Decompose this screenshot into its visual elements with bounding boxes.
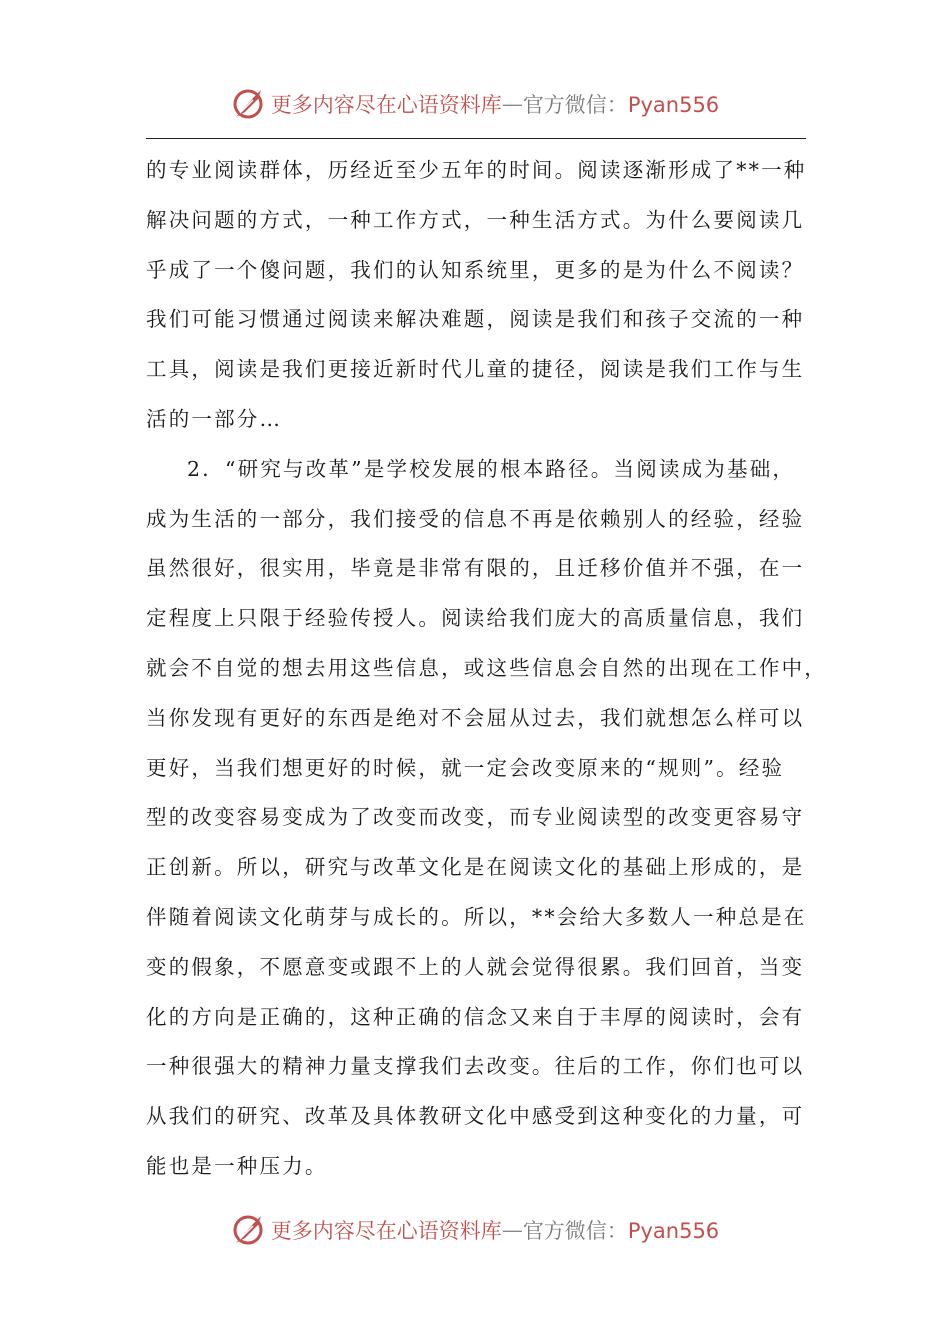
body-line: 能也是一种压力。	[146, 1153, 328, 1178]
header-banner	[0, 82, 950, 126]
body-line: 解决问题的方式，一种工作方式，一种生活方式。为什么要阅读几	[146, 207, 805, 232]
quill-pen-logo-icon	[231, 86, 267, 122]
body-line: 伴随着阅读文化萌芽与成长的。所以，**会给大多数人一种总是在	[146, 904, 807, 929]
body-line: 的专业阅读群体，历经近至少五年的时间。阅读逐渐形成了**一种	[146, 158, 807, 182]
document-body	[146, 146, 827, 1192]
body-line: 正创新。所以，研究与改革文化是在阅读文化的基础上形成的，是	[146, 855, 805, 880]
body-line: 化的方向是正确的，这种正确的信念又来自于丰厚的阅读时，会有	[146, 1004, 805, 1029]
body-line: 一种很强大的精神力量支撑我们去改变。往后的工作，你们也可以	[146, 1054, 805, 1079]
body-line: 工具，阅读是我们更接近新时代儿童的捷径，阅读是我们工作与生	[146, 357, 805, 382]
body-line: 定程度上只限于经验传授人。阅读给我们庞大的高质量信息，我们	[146, 606, 805, 631]
body-line: 当你发现有更好的东西是绝对不会屈从过去，我们就想怎么样可以	[146, 705, 805, 730]
header-separator: —	[501, 92, 523, 116]
body-line: 就会不自觉的想去用这些信息，或这些信息会自然的出现在工作中，	[146, 655, 827, 680]
body-line: 从我们的研究、改革及具体教研文化中感受到这种变化的力量，可	[146, 1104, 805, 1129]
body-line: 虽然很好，很实用，毕竟是非常有限的，且迁移价值并不强，在一	[146, 556, 805, 581]
quill-pen-logo-icon	[231, 1212, 267, 1248]
body-line: 变的假象，不愿意变或跟不上的人就会觉得很累。我们回首，当变	[146, 954, 805, 979]
header-contact-id: Pyan556	[627, 93, 720, 117]
body-line: 型的改变容易变成为了改变而改变，而专业阅读型的改变更容易守	[146, 805, 805, 830]
header-divider	[146, 138, 806, 139]
body-line-paragraph-start: 2．“研究与改革”是学校发展的根本路径。当阅读成为基础，	[187, 456, 796, 481]
header-contact-label: 官方微信：	[522, 93, 628, 117]
footer-brand-text: 更多内容尽在心语资料库	[270, 1219, 502, 1243]
footer-separator: —	[501, 1218, 523, 1242]
footer-contact-id: Pyan556	[627, 1219, 720, 1243]
body-line: 成为生活的一部分，我们接受的信息不再是依赖别人的经验，经验	[146, 506, 805, 531]
footer-contact	[523, 1215, 719, 1245]
body-line: 活的一部分…	[146, 406, 283, 431]
body-line: 乎成了一个傻问题，我们的认知系统里，更多的是为什么不阅读？	[146, 257, 805, 282]
body-line: 更好，当我们想更好的时候，就一定会改变原来的“规则”。经验	[146, 755, 785, 780]
header-brand-text: 更多内容尽在心语资料库	[270, 93, 502, 117]
header-contact	[523, 89, 719, 119]
footer-banner	[0, 1208, 950, 1252]
body-line: 我们可能习惯通过阅读来解决难题，阅读是我们和孩子交流的一种	[146, 307, 805, 332]
footer-contact-label: 官方微信：	[522, 1219, 628, 1243]
